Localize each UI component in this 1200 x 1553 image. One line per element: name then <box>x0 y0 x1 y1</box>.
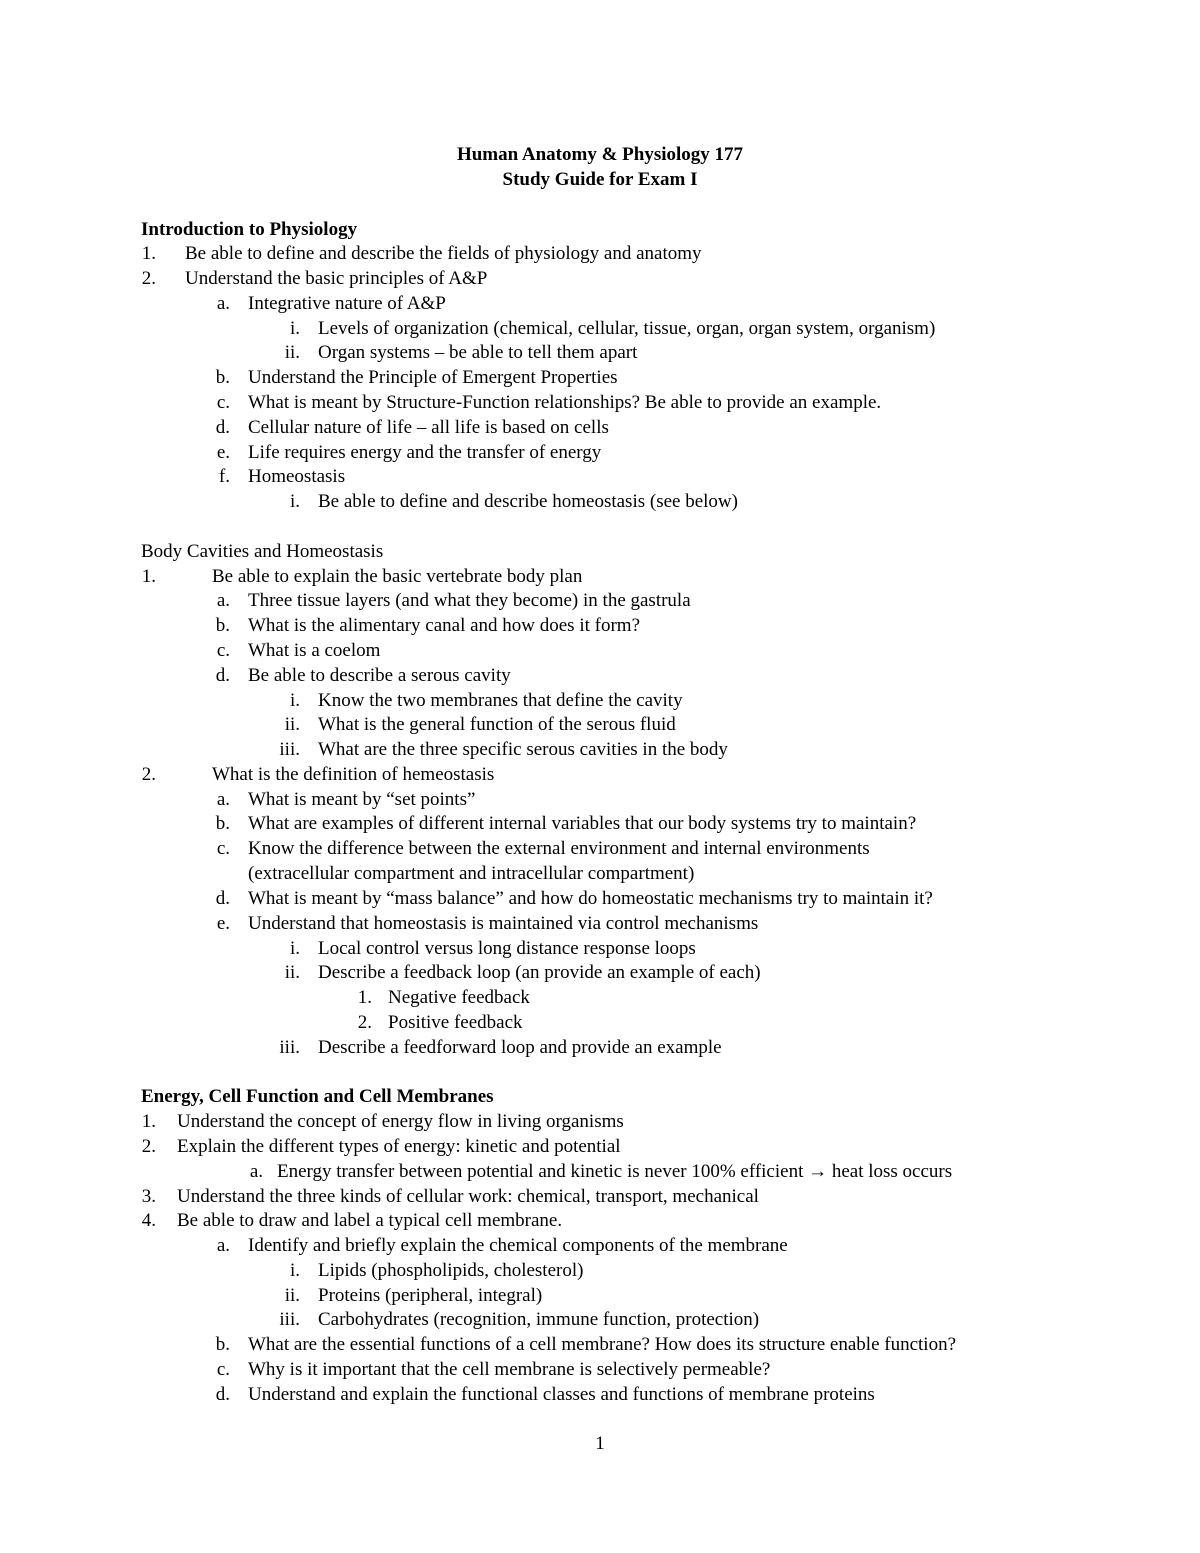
list-marker: i. <box>289 318 300 339</box>
list-marker: a. <box>216 1235 230 1256</box>
list-item: Be able to describe a serous cavity <box>248 665 511 686</box>
list-item: Homeostasis <box>248 466 346 487</box>
list-item: Positive feedback <box>388 1012 523 1033</box>
list-marker: c. <box>216 838 230 859</box>
list-item: Be able to define and describe the fields of physiology and anatomy <box>185 243 702 264</box>
list-item: What is the alimentary canal and how does it form? <box>248 615 641 636</box>
list-item: Why is it important that the cell membrane is selectively permeable? <box>248 1359 771 1380</box>
list-marker: d. <box>215 665 230 686</box>
list-marker: c. <box>216 392 230 413</box>
page-number: 1 <box>595 1433 605 1454</box>
list-item: Be able to draw and label a typical cell membrane. <box>177 1210 563 1231</box>
section-heading-energy: Energy, Cell Function and Cell Membranes <box>141 1086 494 1107</box>
list-marker: a. <box>216 293 230 314</box>
list-item: Know the difference between the external environment and internal environments <box>248 838 870 859</box>
list-marker: b. <box>215 367 230 388</box>
list-marker: a. <box>216 590 230 611</box>
list-marker: 4. <box>141 1210 156 1231</box>
list-marker: d. <box>215 888 230 909</box>
list-item: What is the definition of hemeostasis <box>212 764 495 785</box>
list-marker: ii. <box>284 714 300 735</box>
list-marker: ii. <box>284 342 300 363</box>
document-subtitle: Study Guide for Exam I <box>502 169 698 190</box>
list-marker: 2. <box>357 1012 372 1033</box>
list-marker: a. <box>216 789 230 810</box>
document-title: Human Anatomy & Physiology 177 <box>456 144 744 165</box>
list-item: Describe a feedforward loop and provide an example <box>318 1037 722 1058</box>
list-marker: 2. <box>141 1136 156 1157</box>
list-item: Levels of organization (chemical, cellular, tissue, organ, organ system, organism) <box>318 318 936 339</box>
list-marker: 1. <box>141 566 156 587</box>
section-heading-introduction: Introduction to Physiology <box>141 219 358 240</box>
list-marker: iii. <box>279 739 300 760</box>
list-item: Lipids (phospholipids, cholesterol) <box>318 1260 584 1281</box>
list-marker: i. <box>289 491 300 512</box>
list-marker: e. <box>216 442 230 463</box>
list-marker: b. <box>215 1334 230 1355</box>
list-item: Life requires energy and the transfer of energy <box>248 442 602 463</box>
list-item: Local control versus long distance response loops <box>318 938 696 959</box>
list-marker: c. <box>216 640 230 661</box>
list-item: What are the three specific serous cavities in the body <box>318 739 728 760</box>
list-item: Be able to explain the basic vertebrate body plan <box>212 566 583 587</box>
list-item: Understand the concept of energy flow in living organisms <box>177 1111 624 1132</box>
list-item: Three tissue layers (and what they become) in the gastrula <box>248 590 691 611</box>
list-item: Identify and briefly explain the chemical components of the membrane <box>248 1235 788 1256</box>
list-item: Carbohydrates (recognition, immune function, protection) <box>318 1309 760 1330</box>
list-marker: f. <box>218 466 230 487</box>
list-marker: a. <box>249 1161 263 1182</box>
list-item: Describe a feedback loop (an provide an example of each) <box>318 962 761 983</box>
list-marker: 2. <box>141 268 156 289</box>
list-marker: ii. <box>284 1285 300 1306</box>
list-item: Understand and explain the functional classes and functions of membrane proteins <box>248 1384 875 1405</box>
list-marker: i. <box>289 690 300 711</box>
list-item: Proteins (peripheral, integral) <box>318 1285 543 1306</box>
list-item-continuation: (extracellular compartment and intracellular compartment) <box>248 863 695 884</box>
list-item: Energy transfer between potential and kinetic is never 100% efficient → heat loss occurs <box>277 1161 953 1182</box>
list-item: Explain the different types of energy: kinetic and potential <box>177 1136 621 1157</box>
list-item: Understand the three kinds of cellular work: chemical, transport, mechanical <box>177 1186 759 1207</box>
list-marker: b. <box>215 615 230 636</box>
list-item: Understand that homeostasis is maintained via control mechanisms <box>248 913 759 934</box>
list-item: Know the two membranes that define the cavity <box>318 690 683 711</box>
list-marker: d. <box>215 417 230 438</box>
list-marker: c. <box>216 1359 230 1380</box>
list-item: What are examples of different internal variables that our body systems try to maintain? <box>248 813 917 834</box>
list-marker: iii. <box>279 1309 300 1330</box>
list-marker: i. <box>289 938 300 959</box>
list-marker: 3. <box>141 1186 156 1207</box>
list-item: Understand the basic principles of A&P <box>185 268 488 289</box>
list-item: What is meant by Structure-Function relationships? Be able to provide an example. <box>248 392 882 413</box>
list-item: What is meant by “mass balance” and how do homeostatic mechanisms try to maintain it? <box>248 888 933 909</box>
list-marker: 1. <box>357 987 372 1008</box>
list-marker: i. <box>289 1260 300 1281</box>
section-heading-body-cavities: Body Cavities and Homeostasis <box>141 541 384 562</box>
list-item: What are the essential functions of a cell membrane? How does its structure enable function? <box>248 1334 957 1355</box>
list-marker: b. <box>215 813 230 834</box>
list-item: What is meant by “set points” <box>248 789 476 810</box>
list-marker: d. <box>215 1384 230 1405</box>
list-marker: ii. <box>284 962 300 983</box>
list-item: Integrative nature of A&P <box>248 293 446 314</box>
list-item: Be able to define and describe homeostasis (see below) <box>318 491 738 512</box>
list-marker: 1. <box>141 1111 156 1132</box>
list-item: What is the general function of the serous fluid <box>318 714 676 735</box>
list-item: Organ systems – be able to tell them apart <box>318 342 638 363</box>
list-marker: 2. <box>141 764 156 785</box>
list-marker: e. <box>216 913 230 934</box>
list-item: What is a coelom <box>248 640 381 661</box>
list-marker: 1. <box>141 243 156 264</box>
list-marker: iii. <box>279 1037 300 1058</box>
list-item: Understand the Principle of Emergent Properties <box>248 367 618 388</box>
list-item: Negative feedback <box>388 987 530 1008</box>
list-item: Cellular nature of life – all life is based on cells <box>248 417 609 438</box>
